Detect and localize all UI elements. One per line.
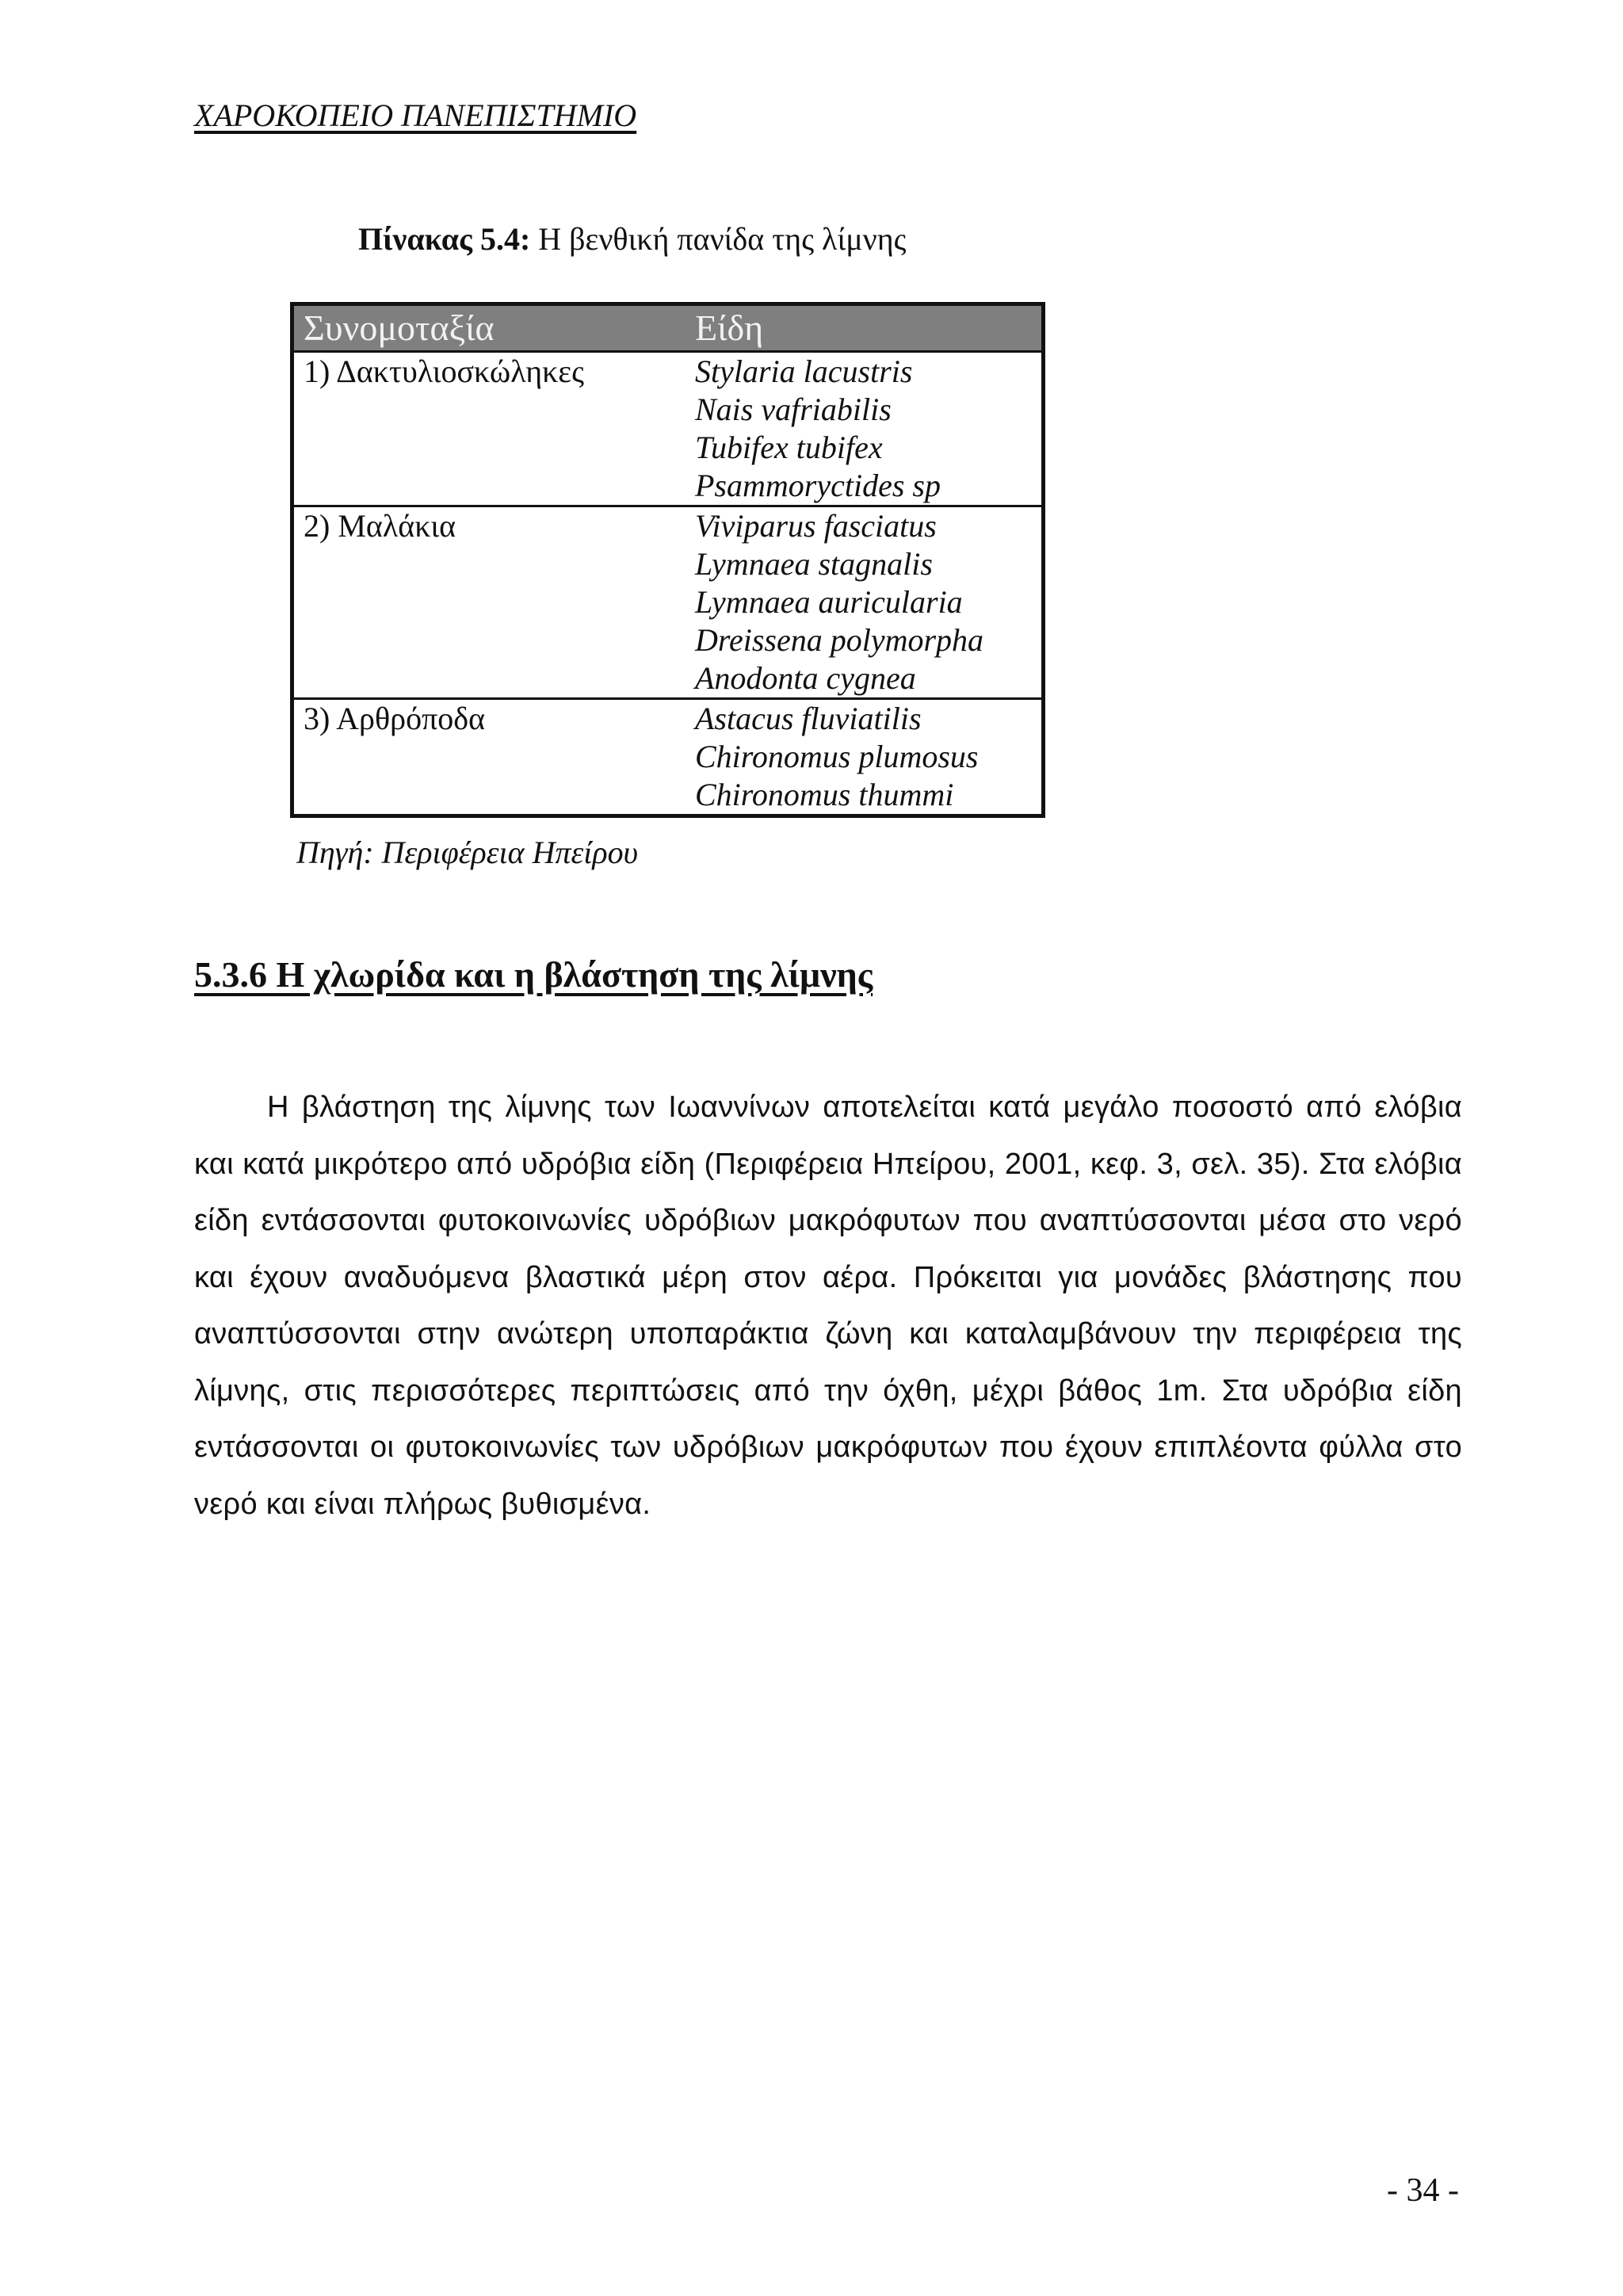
table-caption-label: Πίνακας 5.4: xyxy=(358,221,531,257)
header-species: Είδη xyxy=(695,308,764,348)
species-name: Dreissena polymorpha xyxy=(695,622,984,658)
page-header-title: ΧΑΡΟΚΟΠΕΙΟ ΠΑΝΕΠΙΣΤΗΜΙΟ xyxy=(194,97,637,133)
species-name: Lymnaea stagnalis xyxy=(695,546,933,582)
phylum-cell: 1) Δακτυλιοσκώληκες xyxy=(304,353,584,389)
species-cell xyxy=(687,353,1041,505)
species-cell xyxy=(687,507,1041,697)
table-source: Πηγή: Περιφέρεια Ηπείρου xyxy=(296,835,638,870)
species-name: Tubifex tubifex xyxy=(695,430,883,465)
species-name: Astacus fluviatilis xyxy=(695,701,922,736)
species-name: Lymnaea auricularia xyxy=(695,584,963,620)
table-row xyxy=(294,697,1041,814)
table-row xyxy=(294,505,1041,697)
phylum-cell: 3) Αρθρόποδα xyxy=(304,701,486,736)
species-name: Anodonta cygnea xyxy=(695,660,916,696)
body-paragraph: Η βλάστηση της λίμνης των Ιωαννίνων αποτελείται κατά μεγάλο ποσοστό από ελόβια και κατά μικρότερο από υδρόβια είδη (Περιφέρεια Ηπείρου, 2001, κεφ. 3, σελ. 35). Στα ελόβια είδη εντάσσονται φυτοκοινωνίες υδρόβιων μακρόφυτων που αναπτύσσονται μέσα στο νερό και έχουν αναδυόμενα βλαστικά μέρη στον αέρα. Πρόκειται για μονάδες βλάστησης που αναπτύσσονται στην ανώτερη υποπαράκτια ζώνη και καταλαμβάνουν την περιφέρεια της λίμνης, στις περισσότερες περιπτώσεις από την όχθη, μέχρι βάθος 1m. Στα υδρόβια είδη εντάσσονται οι φυτοκοινωνίες των υδρόβιων μακρόφυτων που έχουν επιπλέοντα φύλλα στο νερό και είναι πλήρως βυθισμένα. xyxy=(194,1091,1462,1521)
species-name: Nais vafriabilis xyxy=(695,392,892,427)
section-heading: 5.3.6 Η χλωρίδα και η βλάστηση της λίμνης xyxy=(194,954,873,995)
header-phylum: Συνομοταξία xyxy=(304,308,495,348)
table-caption xyxy=(358,220,907,258)
phylum-cell: 2) Μαλάκια xyxy=(304,508,456,544)
page-number: - 34 - xyxy=(1387,2172,1459,2209)
species-name: Stylaria lacustris xyxy=(695,353,913,389)
table-row xyxy=(294,353,1041,505)
benthic-fauna-table xyxy=(290,302,1045,818)
species-name: Chironomus plumosus xyxy=(695,739,979,774)
species-name: Viviparus fasciatus xyxy=(695,508,937,544)
species-name: Chironomus thummi xyxy=(695,777,954,812)
table-header-row xyxy=(294,306,1041,353)
species-cell xyxy=(687,700,1041,814)
table-caption-text: Η βενθική πανίδα της λίμνης xyxy=(530,221,907,257)
species-name: Psammoryctides sp xyxy=(695,468,941,503)
